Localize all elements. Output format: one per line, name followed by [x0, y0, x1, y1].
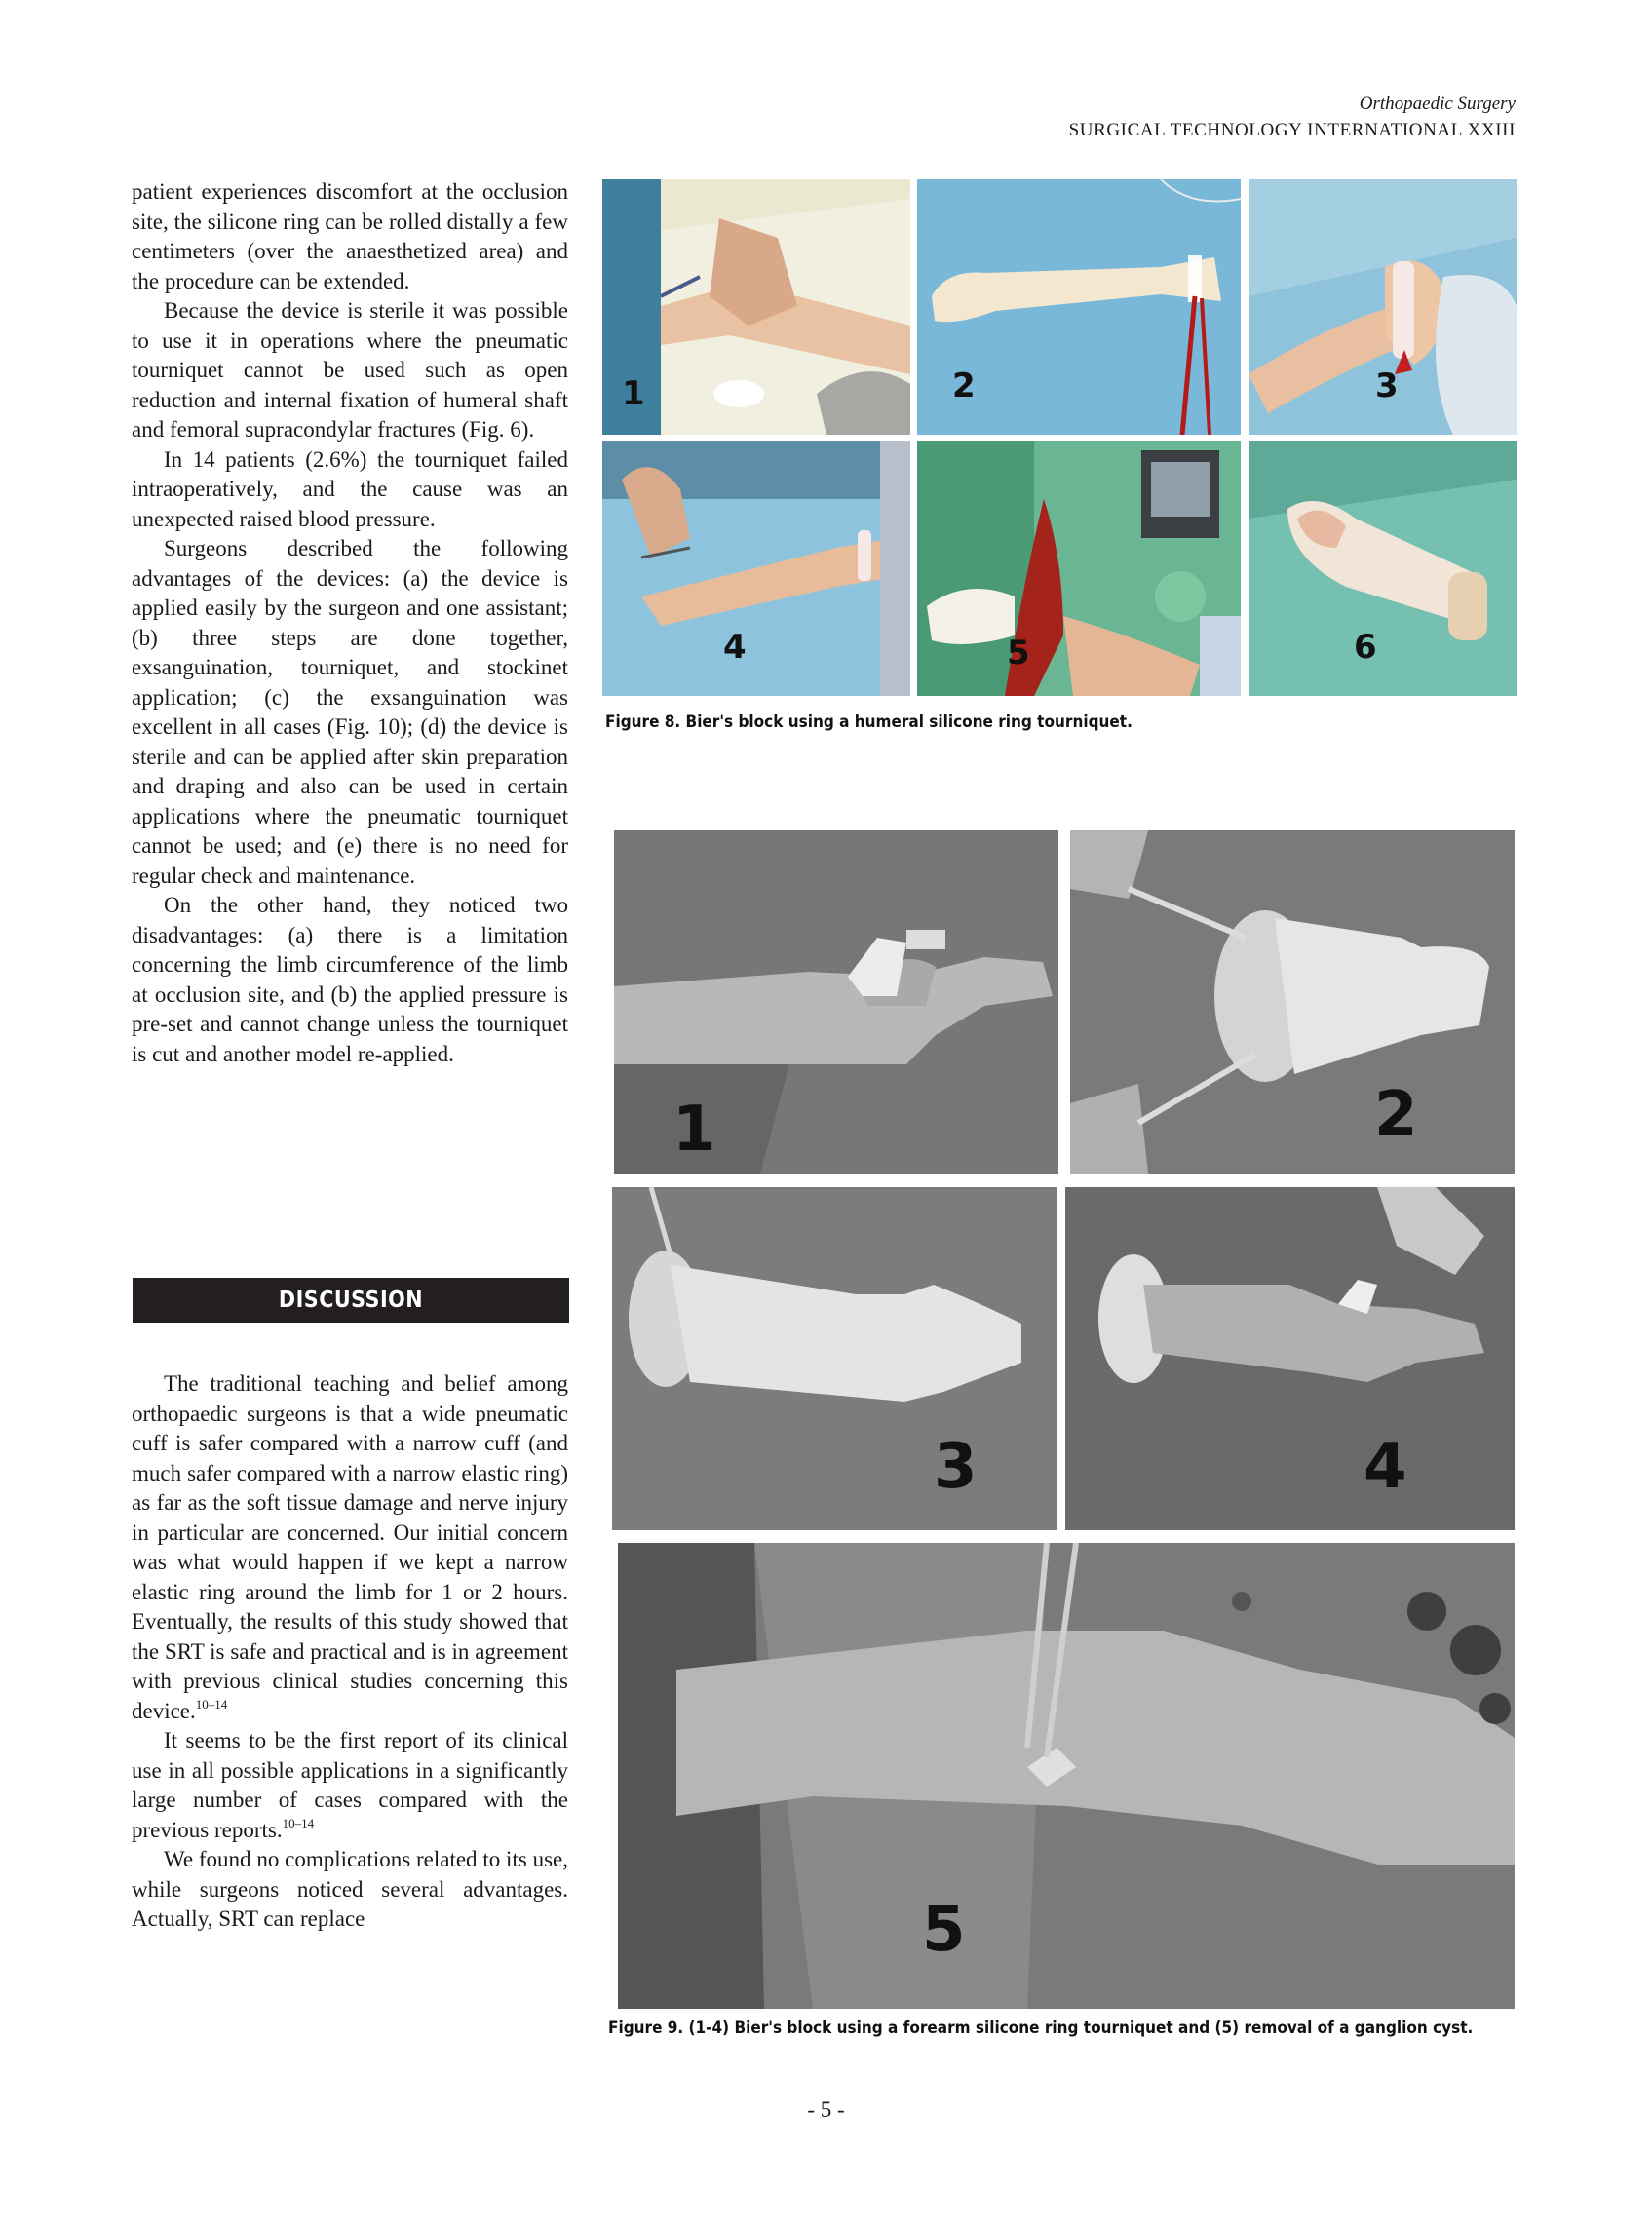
panel-number: 1: [622, 374, 645, 413]
panel-number: 3: [934, 1431, 978, 1503]
header-section: Orthopaedic Surgery: [1359, 94, 1516, 114]
panel-number: 5: [922, 1894, 966, 1966]
panel-number: 1: [672, 1094, 716, 1166]
panel-number: 6: [1354, 628, 1377, 667]
running-header: [1069, 92, 1516, 144]
panel-number: 2: [1374, 1079, 1418, 1151]
figure8-panel-6: [1249, 441, 1517, 696]
paragraph: We found no complications related to its use, while surgeons noticed several advantages. Actually, SRT can replace: [132, 1847, 568, 1931]
paragraph: In 14 patients (2.6%) the tourniquet failed intraoperatively, and the cause was an unexpected raised blood pressure.: [132, 446, 568, 531]
discussion-text: [132, 1369, 568, 1935]
figure8-panel-5: [917, 441, 1241, 696]
reference-superscript: 10–14: [195, 1696, 228, 1712]
paragraph: [132, 1369, 568, 1726]
paragraph: Because the device is sterile it was possible to use it in operations where the pneumatic tourniquet cannot be used such as open reduction and internal fixation of humeral shaft and femoral supracondylar fractures (Fig. 6).: [132, 298, 568, 442]
reference-superscript: 10–14: [282, 1815, 315, 1830]
figure8-panel-2: [917, 179, 1241, 435]
discussion-heading: DISCUSSION: [133, 1278, 569, 1323]
panel-number: 2: [952, 366, 976, 405]
figure9-panel-3: [612, 1187, 1057, 1530]
header-journal: SURGICAL TECHNOLOGY INTERNATIONAL XXIII: [1068, 120, 1516, 140]
figure9-caption: Figure 9. (1-4) Bier's block using a forearm silicone ring tourniquet and (5) removal of a ganglion cyst.: [608, 2019, 1474, 2038]
left-column-text: [132, 177, 568, 1069]
panel-number: 5: [1007, 634, 1030, 673]
paragraph: patient experiences discomfort at the occlusion site, the silicone ring can be rolled distally a few centimeters (over the anaesthetized area) and the procedure can be extended.: [132, 179, 568, 293]
figure8-caption: Figure 8. Bier's block using a humeral silicone ring tourniquet.: [605, 712, 1133, 732]
paragraph-text: The traditional teaching and belief among orthopaedic surgeons is that a wide pneumatic cuff is safer compared with a narrow cuff (and much safer compared with a narrow elastic ring) as far as the soft tissue damage and nerve injury in particular are concerned. Our initial concern was what would happen if we kept a narrow elastic ring around the limb for 1 or 2 hours. Eventually, the results of this study showed that the SRT is safe and practical and is in agreement with previous clinical studies concerning this device.: [132, 1371, 568, 1723]
figure8-panel-3: [1249, 179, 1517, 435]
figure9-panel-5: [618, 1543, 1515, 2009]
figure9-panel-2: [1070, 830, 1515, 1174]
paragraph: [132, 1726, 568, 1845]
panel-number: 4: [1364, 1431, 1407, 1503]
paragraph: Surgeons described the following advantages of the devices: (a) the device is applied easily by the surgeon and one assistant; (b) three steps are done together, exsanguination, tourniquet, and stockinet application; (c) the exsanguination was excellent in all cases (Fig. 10); (d) the device is sterile and can be applied after skin preparation and draping and also can be used in certain applications where the pneumatic tourniquet cannot be used; and (e) there is no need for regular check and maintenance.: [132, 536, 568, 888]
paragraph: On the other hand, they noticed two disadvantages: (a) there is a limitation concerning the limb circumference of the limb at occlusion site, and (b) the applied pressure is pre-set and cannot change unless the tourniquet is cut and another model re-applied.: [132, 893, 568, 1066]
page-number: - 5 -: [807, 2097, 845, 2122]
figure8-panel-4: [602, 441, 910, 696]
figure9-panel-4: [1065, 1187, 1515, 1530]
panel-number: 3: [1375, 366, 1399, 405]
panel-number: 4: [723, 628, 747, 667]
figure8-panel-1: [602, 179, 910, 435]
paragraph-text: It seems to be the first report of its clinical use in all possible applications in a significantly large number of cases compared with the previous reports.: [132, 1728, 568, 1842]
figure9-panel-1: [614, 830, 1058, 1174]
